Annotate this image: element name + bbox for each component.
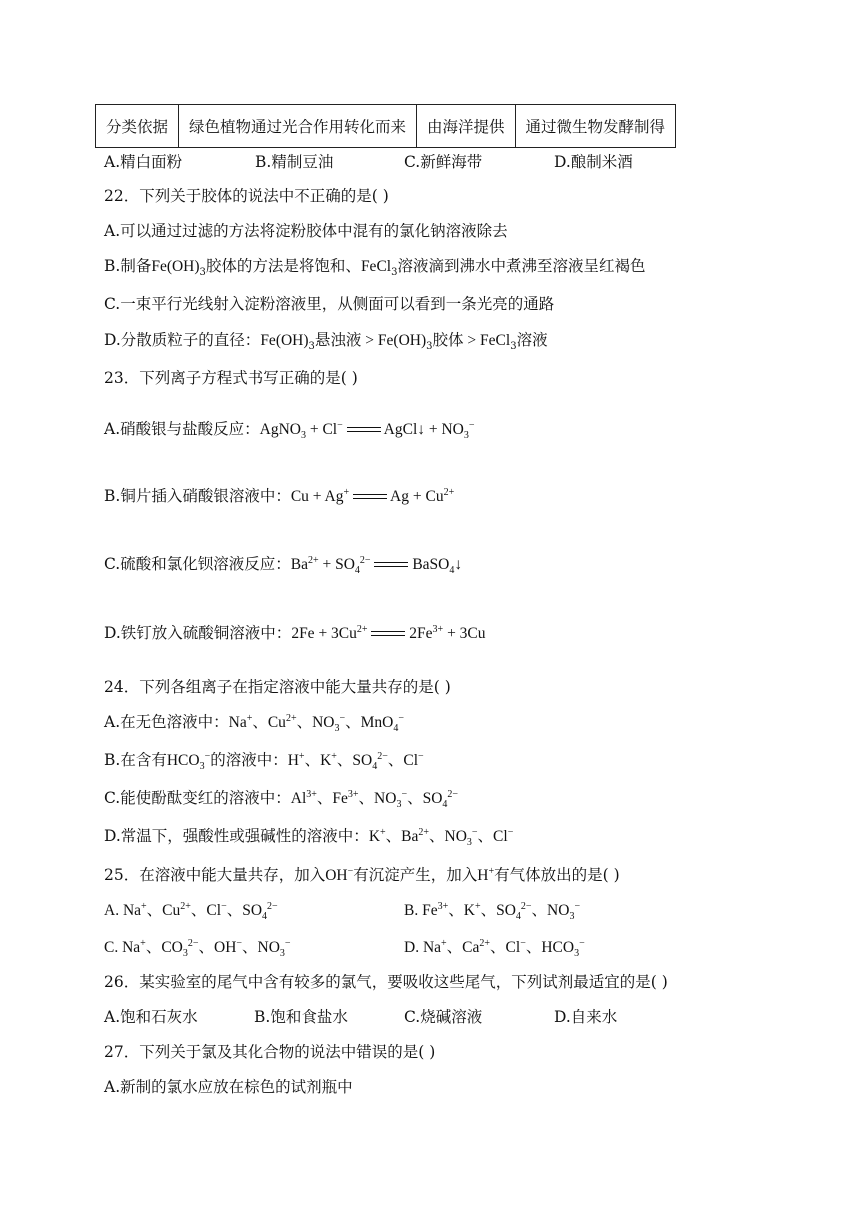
q25-option-b: B. $Fe^{3+}$、K+、$SO_4^{2-}$、$NO_3^-$ [404, 900, 581, 923]
q21-option-b: B.精制豆油 [255, 153, 334, 171]
q23-option-a: A.硝酸银与盐酸反应：AgNO$_3$ + Cl− AgCl↓ + $NO_3^-$ [104, 419, 475, 442]
q26-option-c: C.烧碱溶液 [404, 1008, 483, 1026]
q24-option-d: D.常温下，强酸性或强碱性的溶液中：K+、$Ba^{2+}$、$NO_3^-$、Cl− [104, 826, 514, 849]
q23-option-b: B.铜片插入硝酸银溶液中：Cu + Ag+ $Ag + Cu^{2+}$ [104, 486, 455, 505]
q24-stem: 24．下列各组离子在指定溶液中能大量共存的是( ) [104, 678, 451, 696]
equals-arrow [347, 425, 381, 435]
table-row [96, 105, 676, 148]
q26-option-a: A.饱和石灰水 [104, 1008, 198, 1026]
q26-option-b: B.饱和食盐水 [254, 1008, 348, 1026]
q25-option-c: C. Na+、$CO_3^{2-}$、OH−、$NO_3^-$ [104, 937, 291, 960]
q25-stem: 25．在溶液中能大量共存，加入OH−有沉淀产生，加入H+有气体放出的是( ) [104, 865, 620, 884]
table-cell: 通过微生物发酵制得 [515, 105, 676, 148]
q23-option-c: C.硫酸和氯化钡溶液反应：$Ba^{2+} + SO_4^{2-}$ BaSO$_4$↓ [104, 554, 463, 577]
q24-option-b: B.在含有$HCO_3^-$的溶液中：H+、K+、$SO_4^{2-}$、Cl− [104, 750, 424, 773]
table-cell: 绿色植物通过光合作用转化而来 [179, 105, 417, 148]
equals-arrow [353, 492, 387, 502]
q22-stem: 22．下列关于胶体的说法中不正确的是( ) [104, 187, 389, 205]
equals-arrow [374, 560, 408, 570]
q21-option-d: D.酿制米酒 [554, 153, 633, 171]
q24-option-c: C.能使酚酞变红的溶液中：$Al^{3+}$、$Fe^{3+}$、$NO_3^-$、$SO_4^{2-}$ [104, 788, 459, 811]
q22-option-c: C.一束平行光线射入淀粉溶液里，从侧面可以看到一条光亮的通路 [104, 295, 555, 313]
q22-option-d: D.分散质粒子的直径：$Fe(OH)_3$悬浊液 > $Fe(OH)_3$胶体 > FeCl$_3$溶液 [104, 331, 548, 353]
q21-option-a: A.精白面粉 [104, 153, 183, 171]
q21-option-c: C.新鲜海带 [404, 153, 483, 171]
table-cell: 分类依据 [96, 105, 179, 148]
q23-option-d: D.铁钉放入硫酸铜溶液中：$2Fe + 3Cu^{2+}$ $2Fe^{3+} + 3Cu$ [104, 623, 486, 642]
q25-option-d: D. Na+、$Ca^{2+}$、Cl−、$HCO_3^-$ [404, 937, 585, 960]
q25-option-a: A. Na+、$Cu^{2+}$、Cl−、$SO_4^{2-}$ [104, 900, 278, 923]
q23-stem: 23．下列离子方程式书写正确的是( ) [104, 369, 358, 387]
table-cell: 由海洋提供 [417, 105, 516, 148]
q24-option-a: A.在无色溶液中：Na+、$Cu^{2+}$、$NO_3^-$、MnO$_4$− [104, 712, 404, 735]
q22-option-b: B.制备$Fe(OH)_3$胶体的方法是将饱和、FeCl$_3$溶液滴到沸水中煮沸至溶液呈红褐色 [104, 257, 646, 279]
q26-option-d: D.自来水 [554, 1008, 618, 1026]
equals-arrow [371, 629, 405, 639]
q27-stem: 27．下列关于氯及其化合物的说法中错误的是( ) [104, 1043, 436, 1061]
q22-option-a: A.可以通过过滤的方法将淀粉胶体中混有的氯化钠溶液除去 [104, 222, 508, 240]
q27-option-a: A.新制的氯水应放在棕色的试剂瓶中 [104, 1078, 353, 1096]
classification-table [95, 104, 676, 148]
q26-stem: 26．某实验室的尾气中含有较多的氯气，要吸收这些尾气，下列试剂最适宜的是( ) [104, 973, 668, 991]
